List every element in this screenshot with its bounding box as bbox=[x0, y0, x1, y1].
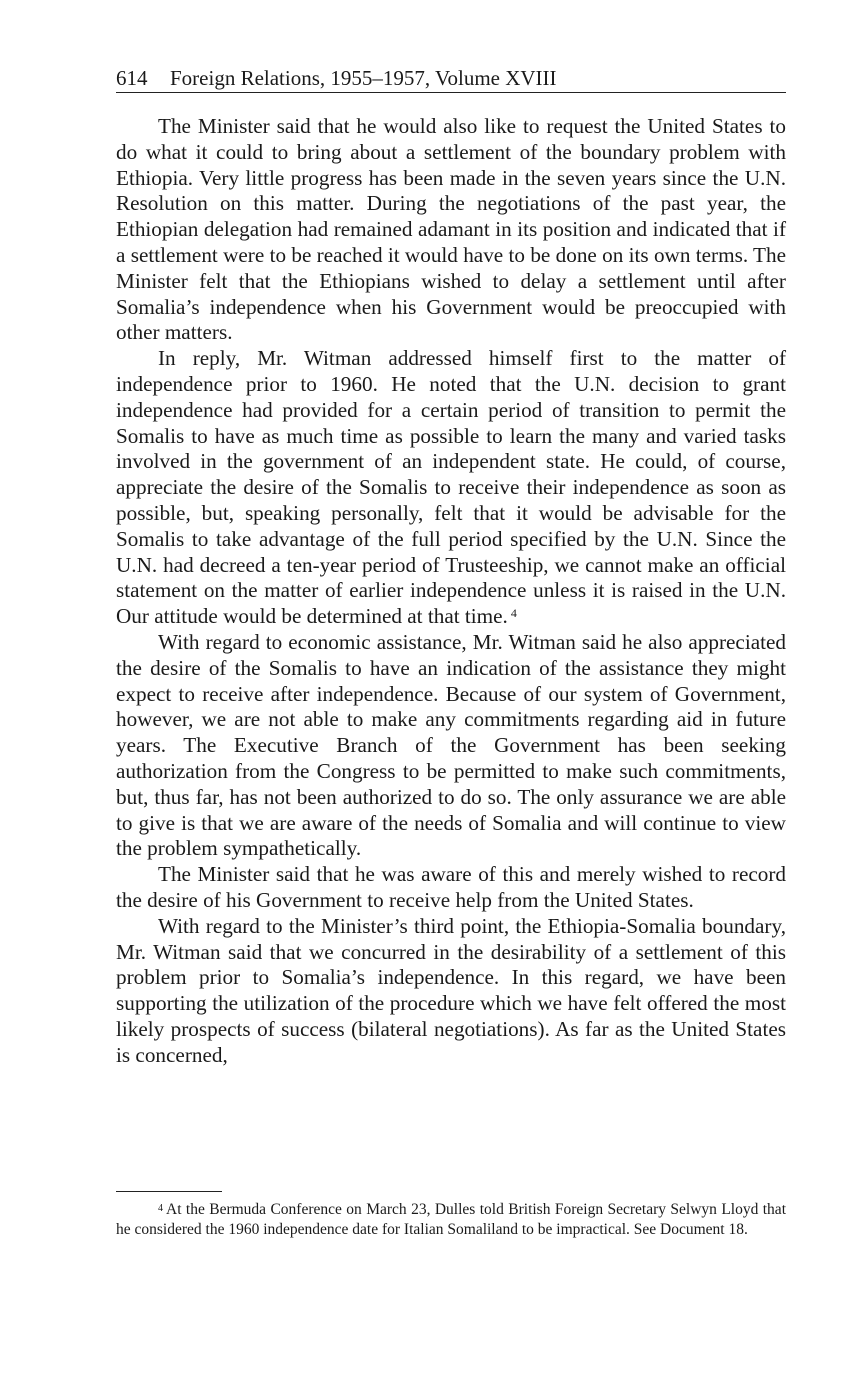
paragraph-1: The Minister said that he would also like to request the United States to do what it could to bring about a settlement of the boundary problem with Ethiopia. Very little progress has been made in the seven years since the U.N. Resolution on this matter. During the negotiations of the past year, the Ethiopian delegation had remained adamant in its position and indicated that if a settlement were to be reached it would have to be done on its own terms. The Minister felt that the Ethiopians wished to delay a settlement until after Somalia’s independence when his Government would be preoccupied with other matters. bbox=[116, 114, 786, 345]
footnote-marker: 4 bbox=[158, 1203, 163, 1214]
page-number: 614 bbox=[116, 66, 148, 90]
footnote-reference[interactable]: 4 bbox=[510, 606, 517, 621]
body-text bbox=[116, 114, 786, 1068]
paragraph-4: The Minister said that he was aware of this and merely wished to record the desire of his Government to receive help from the United States. bbox=[116, 862, 786, 912]
paragraph-2-text: In reply, Mr. Witman addressed himself first to the matter of independence prior to 1960. He noted that the U.N. decision to grant independence had provided for a certain period of transition to permit the Somalis to have as much time as possible to learn the many and varied tasks involved in the government of an independent state. He could, of course, appreciate the desire of the Somalis to receive their independence as soon as possible, but, speaking personally, felt that it would be advisable for the Somalis to take advantage of the full period specified by the U.N. Since the U.N. had decreed a ten-year period of Trusteeship, we cannot make an official statement on the matter of earlier independence unless it is raised in the U.N. Our attitude would be determined at that time. bbox=[116, 346, 786, 629]
paragraph-3: With regard to economic assistance, Mr. Witman said he also appreciated the desire of the Somalis to have an indication of the assistance they might expect to receive after independence. Because of our system of Government, however, we are not able to make any commitments regarding aid in future years. The Executive Branch of the Government has been seeking authorization from the Congress to be permitted to make such commitments, but, thus far, has not been authorized to do so. The only assurance we are able to give is that we are aware of the needs of Somalia and will continue to view the problem sympathetically. bbox=[116, 629, 786, 861]
paragraph-5: With regard to the Minister’s third point, the Ethiopia-Somalia boundary, Mr. Witman said that we concurred in the desirability of a settlement of this problem prior to Somalia’s independence. In this regard, we have been supporting the utilization of the procedure which we have felt offered the most likely prospects of success (bilateral negotiations). As far as the United States is concerned, bbox=[116, 913, 786, 1067]
footnote-divider bbox=[116, 1191, 222, 1192]
running-title: Foreign Relations, 1955–1957, Volume XVIII bbox=[170, 66, 557, 90]
paragraph-2 bbox=[116, 346, 786, 630]
footnote-text: At the Bermuda Conference on March 23, Dulles told British Foreign Secretary Selwyn Lloyd that he considered the 1960 independence date for Italian Somaliland to be impractical. See Document 18. bbox=[116, 1201, 786, 1238]
footnote bbox=[116, 1200, 786, 1239]
running-header bbox=[116, 65, 786, 93]
